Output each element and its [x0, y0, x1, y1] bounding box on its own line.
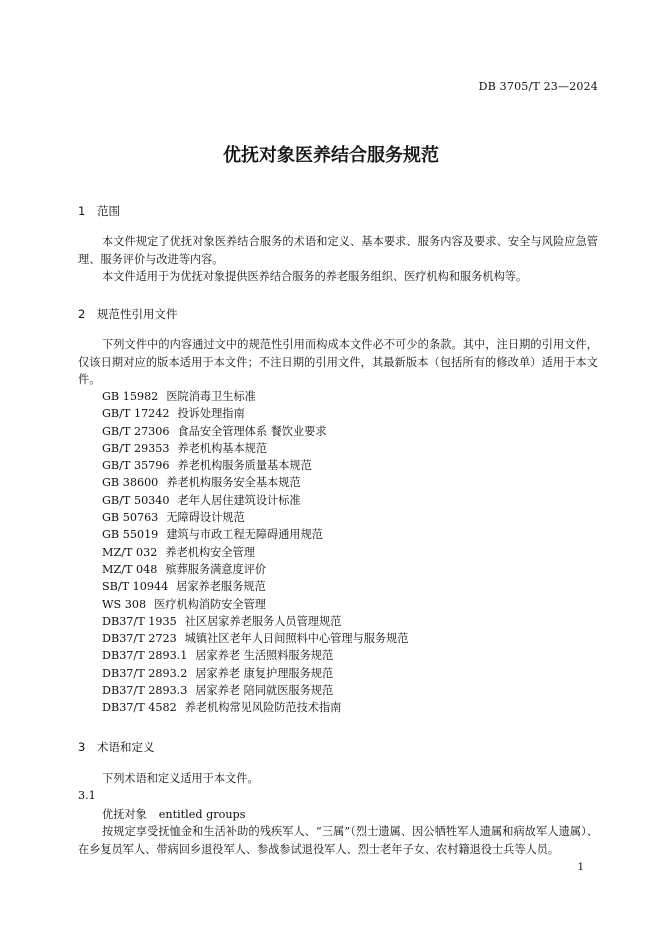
term-entry	[102, 806, 245, 822]
reference-item	[102, 561, 408, 578]
scope-paragraph-1: 本文件规定了优抚对象医养结合服务的术语和定义、基本要求、服务内容及要求、安全与风险应急管理、服务评价与改进等内容。	[78, 235, 598, 266]
reference-code: DB37/T 4582	[102, 701, 177, 715]
reference-code: DB37/T 2893.3	[102, 684, 188, 698]
section-title: 规范性引用文件	[97, 307, 178, 321]
reference-name: 养老机构安全管理	[165, 545, 255, 559]
reference-name: 殡葬服务满意度评价	[165, 562, 267, 576]
section-heading-terms	[78, 739, 155, 755]
reference-code: DB37/T 2723	[102, 632, 177, 646]
reference-item	[102, 630, 408, 647]
reference-code: DB37/T 2893.2	[102, 666, 188, 680]
reference-item	[102, 665, 408, 682]
reference-name: 医院消毒卫生标准	[166, 390, 256, 403]
reference-name: 建筑与市政工程无障碍通用规范	[166, 528, 323, 542]
reference-name: 社区居家养老服务人员管理规范	[184, 614, 342, 628]
reference-item	[102, 440, 408, 457]
reference-code: GB/T 17242	[102, 407, 170, 421]
reference-name: 养老机构基本规范	[177, 441, 268, 455]
reference-code: DB37/T 1935	[102, 614, 177, 628]
reference-item	[102, 613, 408, 630]
reference-item	[102, 544, 408, 561]
reference-name: 城镇社区老年人日间照料中心管理与服务规范	[184, 632, 409, 646]
term-definition: 按规定享受抚恤金和生活补助的残疾军人、“三属”（烈士遗属、因公牺牲军人遗属和病故军人遗属）、在乡复员军人、带病回乡退役军人、参战参试退役军人、烈士老年子女、农村籍退役士兵等人员。	[78, 825, 598, 856]
references-intro: 下列文件中的内容通过文中的规范性引用而构成本文件必不可少的条款。其中，注日期的引用文件，仅该日期对应的版本适用于本文件；不注日期的引用文件，其最新版本（包括所有的修改单）适用于本文件。	[78, 338, 598, 386]
reference-name: 无障碍设计规范	[166, 511, 245, 525]
reference-item	[102, 578, 408, 595]
reference-item	[102, 474, 408, 491]
reference-name: 居家养老 生活照料服务规范	[195, 649, 334, 663]
reference-name: 老年人居住建筑设计标准	[177, 493, 301, 507]
document-number: DB 3705/T 23—2024	[478, 80, 598, 93]
page-number: 1	[577, 862, 584, 873]
reference-item	[102, 492, 408, 509]
reference-item	[102, 526, 408, 543]
reference-name: 居家养老 康复护理服务规范	[195, 666, 334, 680]
reference-code: SB/T 10944	[102, 580, 169, 594]
section-number: 1	[78, 204, 86, 218]
section-number: 2	[78, 307, 86, 321]
reference-code: GB 50763	[102, 511, 159, 525]
reference-code: GB/T 29353	[102, 441, 170, 455]
reference-item	[102, 388, 408, 405]
reference-code: WS 308	[102, 597, 147, 611]
reference-item	[102, 647, 408, 664]
reference-name: 医疗机构消防安全管理	[154, 597, 266, 611]
reference-code: GB 38600	[102, 476, 159, 490]
term-chinese: 优抚对象	[102, 808, 147, 821]
reference-name: 居家养老服务规范	[176, 580, 266, 594]
reference-code: MZ/T 048	[102, 562, 158, 576]
section-heading-references	[78, 306, 178, 322]
section-title: 术语和定义	[97, 740, 155, 754]
reference-list	[102, 388, 408, 717]
reference-item	[102, 509, 408, 526]
reference-code: GB/T 27306	[102, 424, 170, 438]
reference-item	[102, 457, 408, 474]
reference-name: 投诉处理指南	[177, 407, 245, 421]
reference-code: GB/T 35796	[102, 459, 170, 473]
reference-code: MZ/T 032	[102, 545, 158, 559]
reference-item	[102, 596, 408, 613]
reference-code: DB37/T 2893.1	[102, 649, 188, 663]
section-number: 3	[78, 740, 86, 754]
section-heading-scope	[78, 203, 120, 219]
reference-name: 养老机构常见风险防范技术指南	[184, 701, 342, 715]
reference-item	[102, 699, 408, 716]
reference-name: 养老机构服务安全基本规范	[166, 476, 301, 490]
reference-name: 养老机构服务质量基本规范	[177, 459, 312, 473]
reference-code: GB 15982	[102, 390, 159, 403]
reference-item	[102, 682, 408, 699]
reference-code: GB/T 50340	[102, 493, 170, 507]
scope-paragraph-2: 本文件适用于为优抚对象提供医养结合服务的养老服务组织、医疗机构和服务机构等。	[102, 270, 528, 283]
term-english: entitled groups	[158, 808, 246, 821]
section-title: 范围	[97, 204, 120, 218]
reference-name: 食品安全管理体系 餐饮业要求	[177, 424, 327, 438]
reference-item	[102, 423, 408, 440]
reference-item	[102, 405, 408, 422]
terms-intro: 下列术语和定义适用于本文件。	[102, 772, 259, 785]
reference-code: GB 55019	[102, 528, 159, 542]
term-number: 3.1	[78, 789, 96, 802]
reference-name: 居家养老 陪同就医服务规范	[195, 684, 334, 698]
document-title: 优抚对象医养结合服务规范	[223, 145, 439, 166]
